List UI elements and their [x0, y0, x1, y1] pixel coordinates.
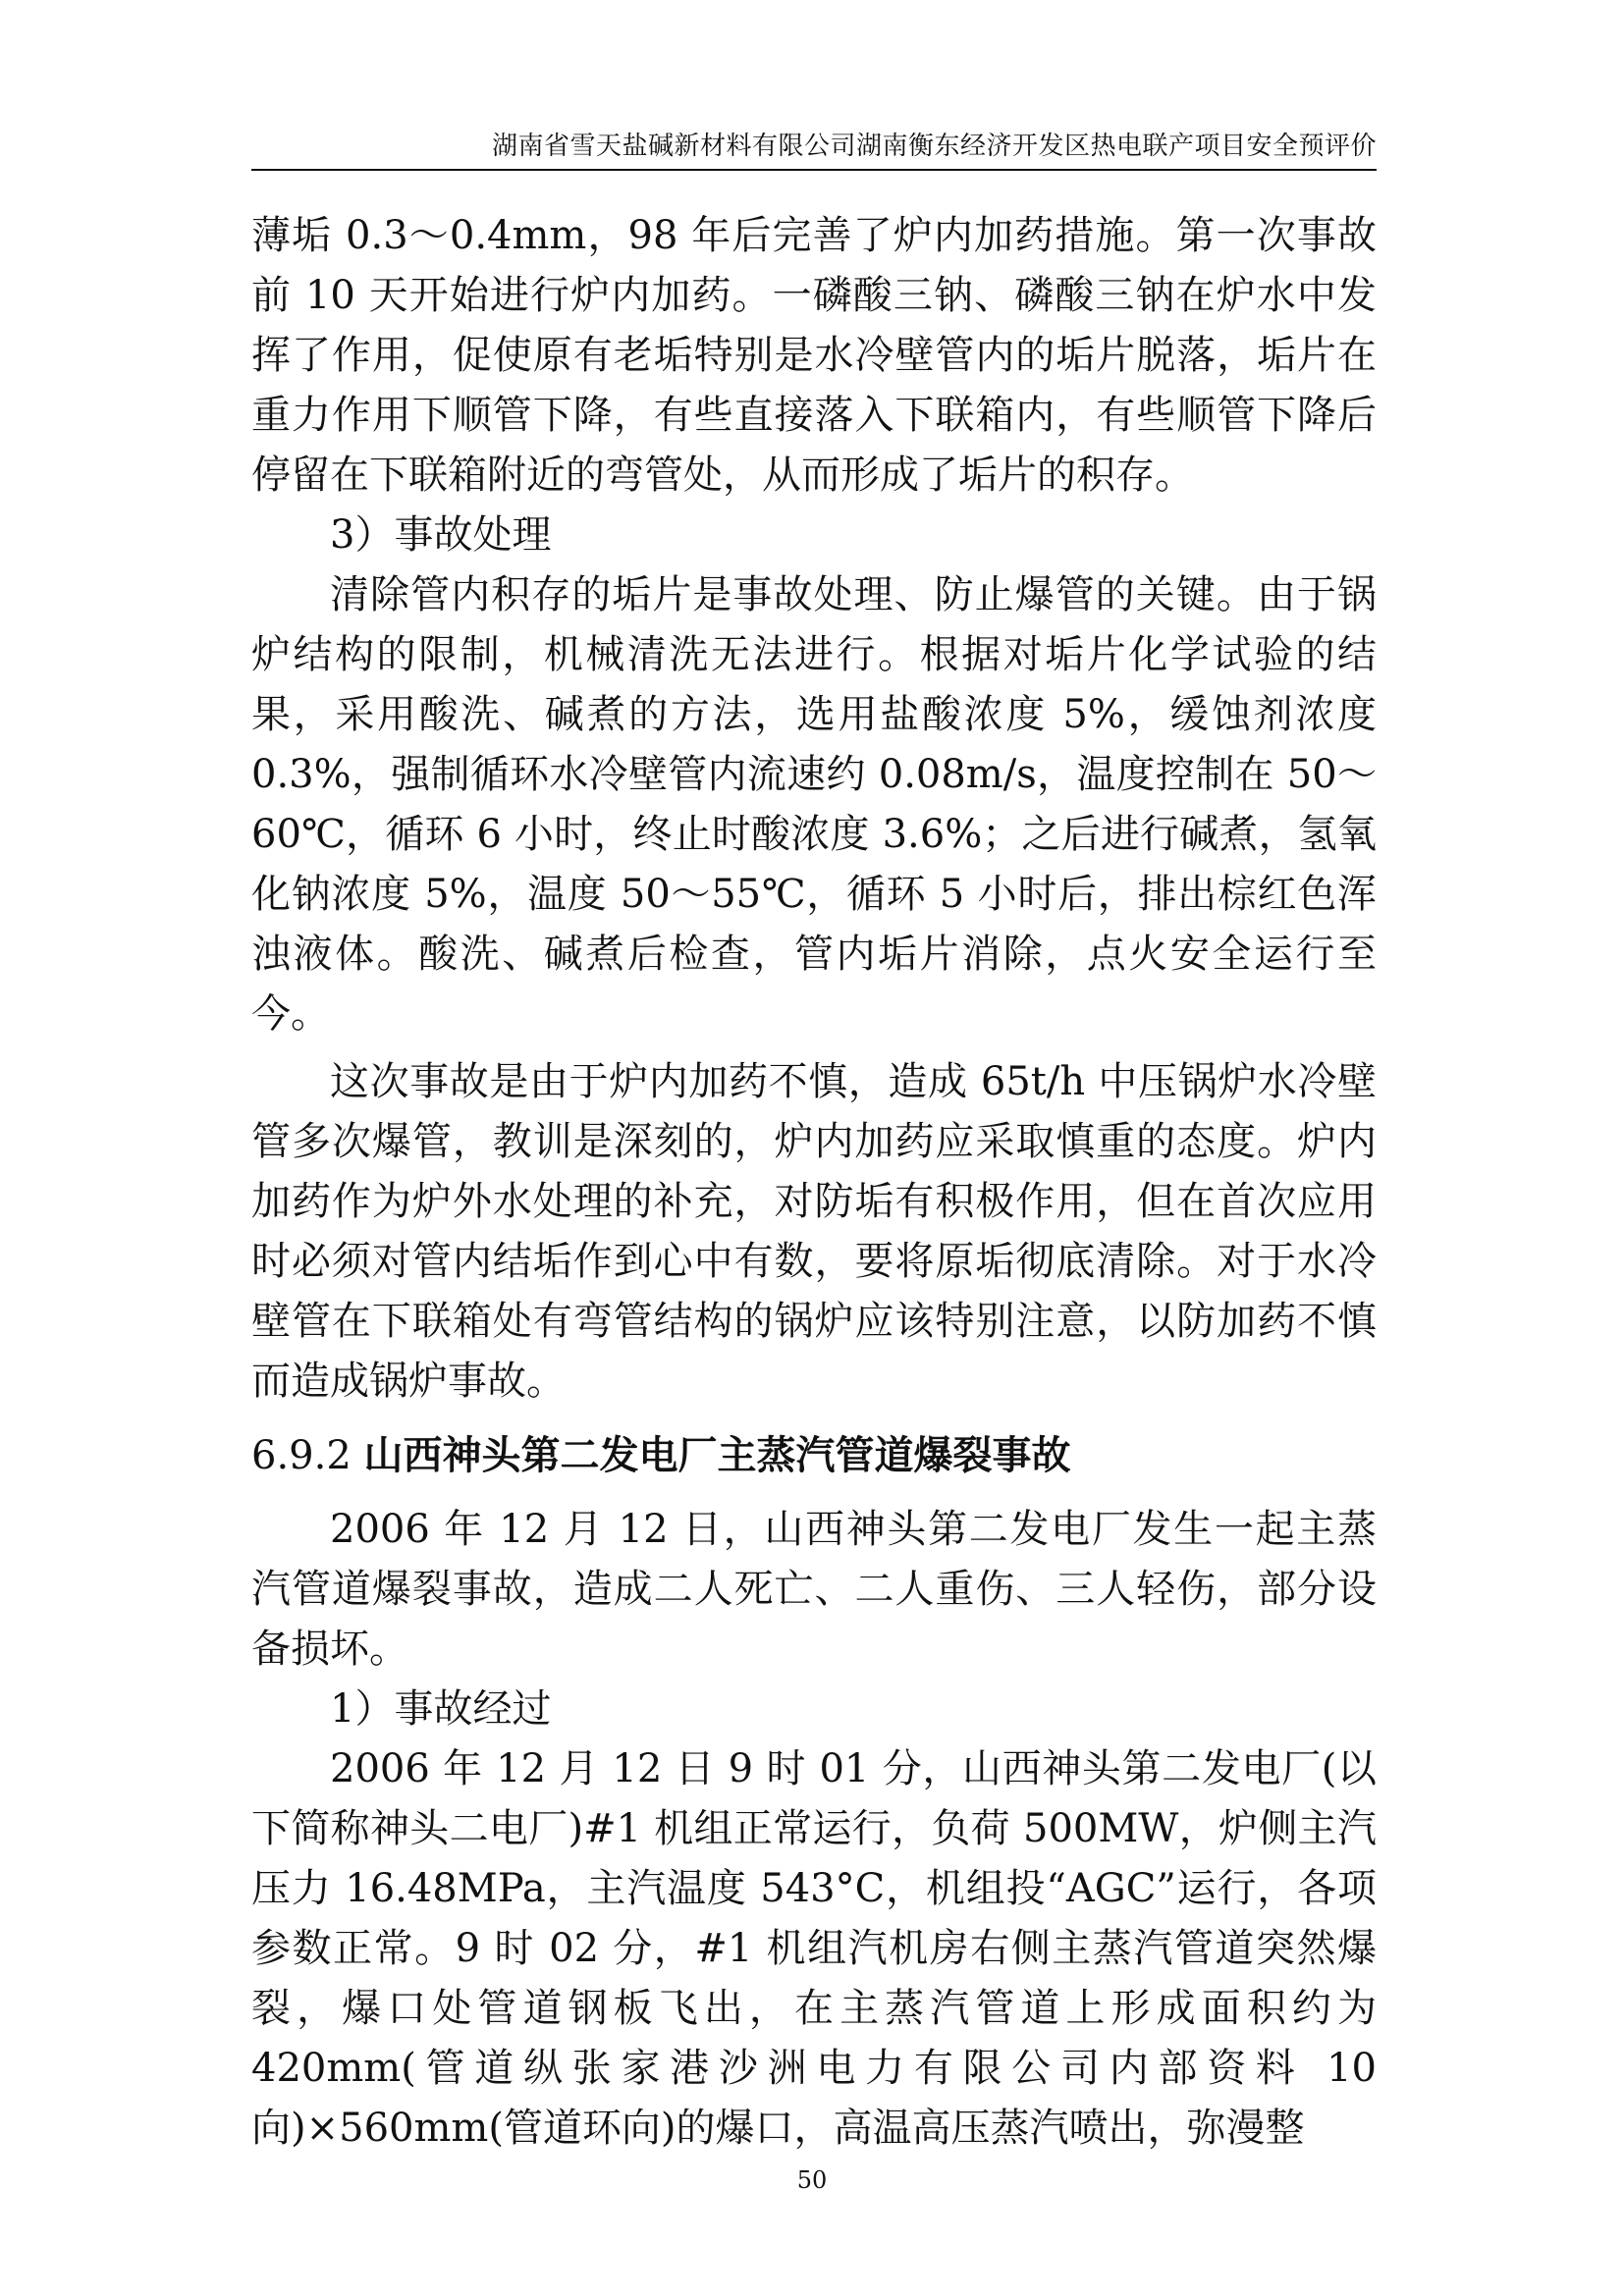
section-title: 山西神头第二发电厂主蒸汽管道爆裂事故 [363, 1432, 1071, 1478]
document-body [251, 206, 1377, 2159]
paragraph-intro: 2006 年 12 月 12 日，山西神头第二发电厂发生一起主蒸汽管道爆裂事故，造成二人死亡、二人重伤、三人轻伤，部分设备损坏。 [251, 1507, 1377, 1672]
section-number: 6.9.2 [251, 1433, 364, 1478]
page-header: 湖南省雪天盐碱新材料有限公司湖南衡东经济开发区热电联产项目安全预评价 [491, 132, 1377, 161]
paragraph-lesson: 这次事故是由于炉内加药不慎，造成 65t/h 中压锅炉水冷壁管多次爆管，教训是深刻的，炉内加药应采取慎重的态度。炉内加药作为炉外水处理的补充，对防垢有积极作用，但在首次应用时必须对管内结垢作到心中有数，要将原垢彻底清除。对于水冷壁管在下联箱处有弯管结构的锅炉应该特别注意，以防加药不慎而造成锅炉事故。 [251, 1059, 1377, 1404]
subheading-accident-process: 1）事故经过 [330, 1686, 552, 1732]
header-rule [251, 169, 1377, 171]
paragraph-spacer [251, 1044, 1377, 1052]
section-heading [251, 1425, 1377, 1486]
paragraph-continuation: 薄垢 0.3～0.4mm，98 年后完善了炉内加药措施。第一次事故前 10 天开始进行炉内加药。一磷酸三钠、磷酸三钠在炉水中发挥了作用，促使原有老垢特别是水冷壁管内的垢片脱落，垢片在重力作用下顺管下降，有些直接落入下联箱内，有些顺管下降后停留在下联箱附近的弯管处，从而形成了垢片的积存。 [251, 213, 1377, 498]
paragraph-process: 2006 年 12 月 12 日 9 时 01 分，山西神头第二发电厂(以下简称神头二电厂)#1 机组正常运行，负荷 500MW，炉侧主汽压力 16.48MPa，主汽温度 543°C，机组投“AGC”运行，各项参数正常。9 时 02 分，#1 机组汽机房右侧主蒸汽管道突然爆裂，爆口处管道钢板飞出，在主蒸汽管道上形成面积约为 420mm(管道纵张家港沙洲电力有限公司内部资料 10 向)×560mm(管道环向)的爆口，高温高压蒸汽喷出，弥漫整 [251, 1746, 1377, 2151]
page-number: 50 [796, 2166, 828, 2194]
subheading-accident-handling: 3）事故处理 [330, 512, 552, 558]
paragraph-handling: 清除管内积存的垢片是事故处理、防止爆管的关键。由于锅炉结构的限制，机械清洗无法进行。根据对垢片化学试验的结果，采用酸洗、碱煮的方法，选用盐酸浓度 5%，缓蚀剂浓度 0.3%，强制循环水冷壁管内流速约 0.08m/s，温度控制在 50～60℃，循环 6 小时，终止时酸浓度 3.6%；之后进行碱煮，氢氧化钠浓度 5%，温度 50～55℃，循环 5 小时后，排出棕红色浑浊液体。酸洗、碱煮后检查，管内垢片消除，点火安全运行至今。 [251, 572, 1377, 1037]
